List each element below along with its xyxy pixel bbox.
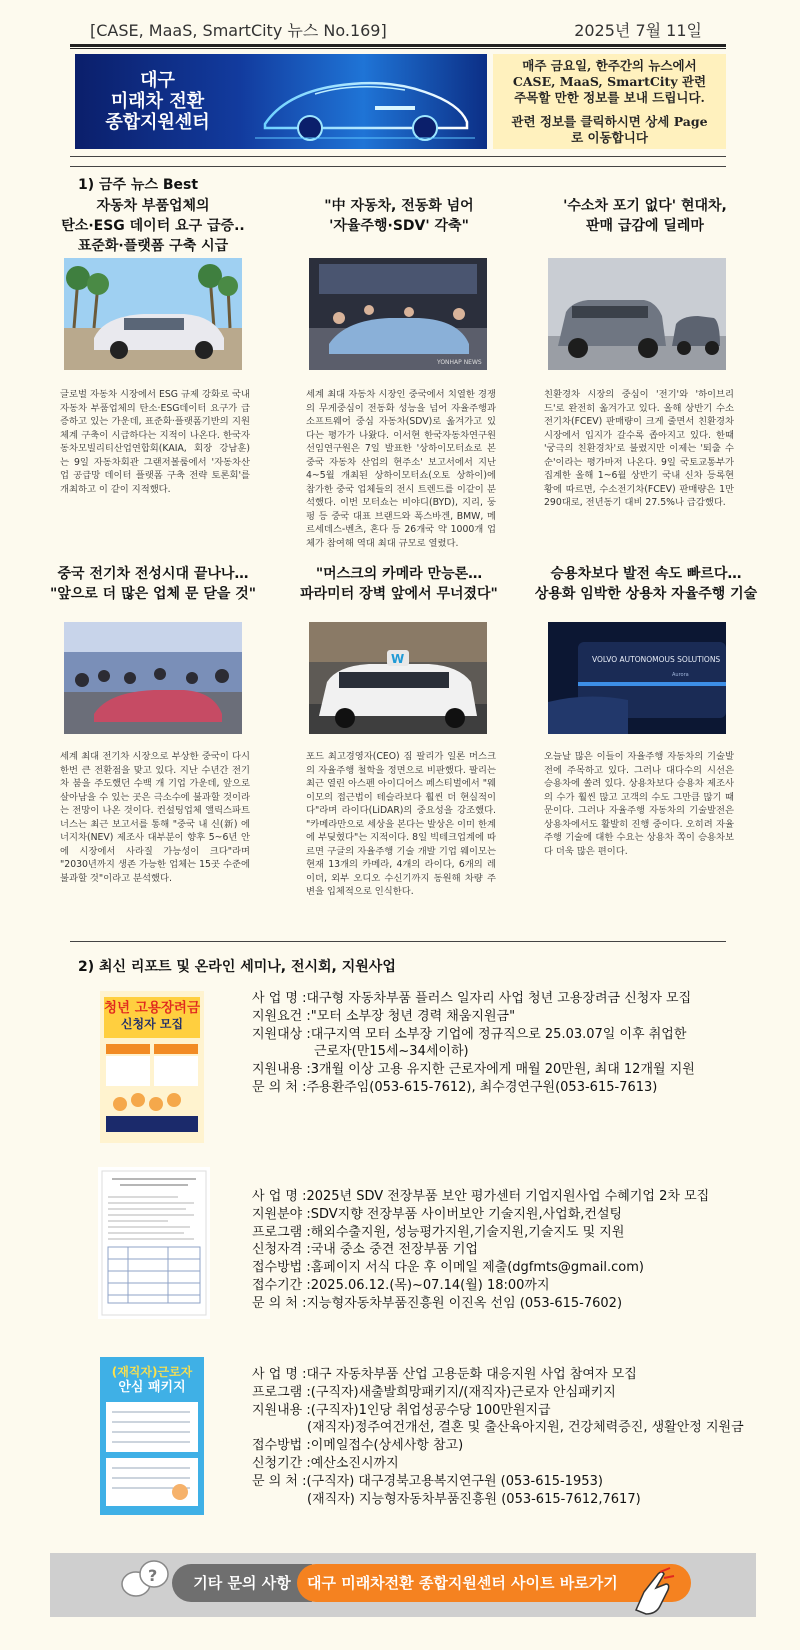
news-summary: 세계 최대 전기차 시장으로 부상한 중국이 다시 한번 큰 전환점을 맞고 있다. 지난 수년간 전기차 붐을 주도했던 수백 개 기업 가운데, 앞으로 살아남을 수 있는 곳은 극소수에 불과할 것이라는 전망이 나온 것이다. 컨설팅업체 앨릭스파트너스는 최근 보고서를 통해 "중국 내 신(新) 에너지차(NEV) 제조사 대부분이 향후 5~6년 안에 시장에서 사라질 가능성이 크다"라며 "2030년까지 생존 가능한 업체는 15곳 수준에 불과할 것"이라고 분석했다. [60, 751, 250, 884]
news-headline[interactable]: "中 자동차, 전동화 넘어 '자율주행·SDV' 각축" [324, 198, 474, 234]
banner-title: 대구 미래차 전환 종합지원센터 [105, 70, 210, 133]
center-banner[interactable] [75, 54, 487, 149]
news-image[interactable] [64, 622, 242, 734]
header-divider [70, 44, 726, 47]
news-image[interactable] [548, 622, 726, 734]
divider [70, 166, 726, 167]
image-caption-sub: Aurora [672, 672, 689, 678]
program-poster[interactable]: 청년 고용장려금 신청자 모집 [100, 991, 204, 1143]
news-summary: 친환경차 시장의 중심이 '전기'와 '하이브리드'로 완전히 옮겨가고 있다. 올해 상반기 수소전기차(FCEV) 판매량이 크게 줄면서 친환경차시장에서 입지가 갈수록 좁아지고 있다. 한때 '궁극의 친환경차'로 불렸지만 이제는 '퇴출 수순'이라는 평가마저 나온다. 9일 국토교통부가 집계한 올해 1~6월 상반기 국내 신차 등록현황에 따르면, 수소전기차(FCEV) 판매량은 1만290대로, 전년동기 대비 27.5%나 급감했다. [544, 389, 734, 508]
news-summary: 포드 최고경영자(CEO) 짐 팔리가 일론 머스크의 자율주행 철학을 정면으로 비판했다. 팔리는 최근 열린 아스펜 아이디어스 페스티벌에서 "웨이모의 접근법이 테슬라보다 훨씬 더 현실적이다"라며 라이다(LiDAR)의 중요성을 강조했다. "카메라만으로 세상을 본다는 발상은 이미 한계에 부딪혔다"는 지적이다. 8일 빅테크업계에 따르면 구글의 자율주행 기술 개발 기업 웨이모는 현재 13개의 카메라, 4개의 라이다, 6개의 레이더, 외부 오디오 수신기까지 동원해 차량 주변을 입체적으로 인식한다. [306, 751, 496, 897]
site-link-button[interactable]: 대구 미래차전환 종합지원센터 사이트 바로가기 [297, 1564, 691, 1602]
svg-text:?: ? [148, 1566, 158, 1585]
program-details[interactable]: 사 업 명 : 2025년 SDV 전장부품 보안 평가센터 기업지원사업 수혜기업 2차 모집 지원분야 : SDV지향 전장부품 사이버보안 기술지원,사업화,컨설팅 프로그램 : 해외수출지원, 성능평가지원,기술지원,기술지도 및 지원 신청자격 : 국내 중소 중견 전장부품 기업 접수방법 : 홈페이지 서식 다운 후 이메일 제출(dgfmts@gmail.com) 접수기간 : 2025.06.12.(목)~07.14(월) 18:00까지 문 의 처 : 지능형자동차부품진흥원 이진옥 선임 (053-615-7602) [252, 1189, 710, 1311]
news-image[interactable] [64, 258, 242, 370]
divider [70, 156, 726, 157]
news-headline[interactable]: 승용차보다 발전 속도 빠르다… 상용화 임박한 상용차 자율주행 기술 [534, 566, 758, 602]
news-headline[interactable]: '수소차 포기 없다' 현대차, 판매 급감에 딜레마 [563, 198, 727, 234]
section-title-news: 1) 금주 뉴스 Best [78, 177, 199, 193]
header-divider-thin [70, 48, 726, 49]
news-summary: 세계 최대 자동차 시장인 중국에서 치열한 경쟁의 무게중심이 전동화 성능을 넘어 자율주행과 소프트웨어 중심 자동차(SDV)로 옮겨가고 있다는 평가가 나왔다. 이서현 한국자동차연구원 선임연구원은 7일 발표한 '상하이모터쇼로 본 중국 자동차 산업의 현주소' 보고서에서 지난 4~5월 개최된 상하이모터쇼(오토 상하이)에 참가한 중국 업체들의 전시 트렌드를 이같이 분석했다. 이번 모터쇼는 비야디(BYD), 지리, 둥펑 등 중국 대표 브랜드와 폭스바겐, BMW, 메르세데스-벤츠, 혼다 등 26개국 약 1000개 업체가 참여해 역대 최대 규모로 열렸다. [306, 389, 496, 549]
program-document-thumbnail[interactable] [98, 1167, 210, 1319]
news-headline[interactable]: "머스크의 카메라 만능론… 파라미터 장벽 앞에서 무너졌다" [300, 566, 498, 602]
news-summary: 오늘날 많은 이들이 자율주행 자동차의 기술발전에 주목하고 있다. 그러나 대다수의 시선은 승용차에 쏠려 있다. 상용차보다 승용차 제조사의 수가 훨씬 많고 고객의 수도 그만큼 많기 때문이다. 그러나 자율주행 자동차의 기술발전은 상용차에서도 활발히 진행 중이다. 오히려 자율주행 기술에 대한 수요는 상용차 쪽이 승용차보다 더욱 많은 편이다. [544, 751, 734, 857]
news-summary: 글로벌 자동차 시장에서 ESG 규제 강화로 국내 자동차 부품업체의 탄소·ESG데이터 요구가 급증하고 있는 가운데, 표준화·플랫폼기반의 지원체계 구축이 시급하다는 지적이 나온다. 한국자동차모빌리티산업연합회(KAIA, 회장 강남훈)는 9일 자동차회관 그랜저볼룸에서 '자동차산업 공급망 데이터 플랫폼 구축 전략 토론회'를 개최하고 이 같이 지적했다. [60, 389, 250, 495]
news-headline[interactable]: 중국 전기차 전성시대 끝나나… "앞으로 더 많은 업체 문 닫을 것" [49, 566, 257, 602]
newsletter-issue: [CASE, MaaS, SmartCity 뉴스 No.169] [90, 21, 387, 40]
image-watermark: YONHAP NEWS [437, 359, 482, 366]
news-image[interactable] [309, 622, 487, 734]
program-details[interactable]: 사 업 명 : 대구 자동차부품 산업 고용둔화 대응지원 사업 참여자 모집 프로그램 : (구직자)새출발희망패키지/(재직자)근로자 안심패키지 지원내용 : (구직자)1인당 취업성공수당 100만원지급 (재직자)정주여건개선, 결혼 및 출산육아지원, 건강체력증진, 생활안정 지원금 접수방법 : 이메일접수(상세사항 참고) 신청기간 : 예산소진시까지 문 의 처 : (구직자) 대구경북고용복지연구원 (053-615-1953) (재직자) 지능형자동차부품진흥원 (053-615-7612,7617) [252, 1367, 744, 1507]
news-image[interactable] [548, 258, 726, 370]
program-poster[interactable]: (재직자)근로자 안심 패키지 [100, 1357, 204, 1515]
newsletter-date: 2025년 7월 11일 [574, 21, 702, 40]
svg-text:W: W [391, 652, 405, 666]
section-title-reports: 2) 최신 리포트 및 온라인 세미나, 전시회, 지원사업 [78, 959, 396, 975]
divider [70, 941, 726, 942]
program-details[interactable]: 사 업 명 : 대구형 자동차부품 플러스 일자리 사업 청년 고용장려금 신청자 모집 지원요건 : "모터 소부장 청년 경력 채움지원금" 지원대상 : 대구지역 모터 소부장 기업에 정규직으로 25.03.07일 이후 취업한 근로자(만15세~34세이하) 지원내용 : 3개월 이상 고용 유지한 근로자에게 매월 20만원, 최대 12개월 지원 문 의 처 : 주용환주임(053-615-7612), 최수경연구원(053-615-7613) [252, 991, 695, 1095]
image-caption: VOLVO AUTONOMOUS SOLUTIONS [592, 655, 721, 664]
question-bubble-icon [118, 1558, 174, 1602]
contact-label: 기타 문의 사항 [172, 1564, 312, 1602]
car-illustration [255, 64, 475, 144]
pointing-hand-icon [630, 1566, 676, 1616]
news-headline[interactable]: 자동차 부품업체의 탄소·ESG 데이터 요구 급증.. 표준화·플랫폼 구축 시급 [61, 198, 245, 254]
intro-box: 매주 금요일, 한주간의 뉴스에서 CASE, MaaS, SmartCity 관련 주목할 만한 정보를 보내 드립니다. 관련 정보를 클릭하시면 상세 Page 로 이동합니다 [493, 54, 726, 149]
news-image[interactable] [309, 258, 487, 370]
